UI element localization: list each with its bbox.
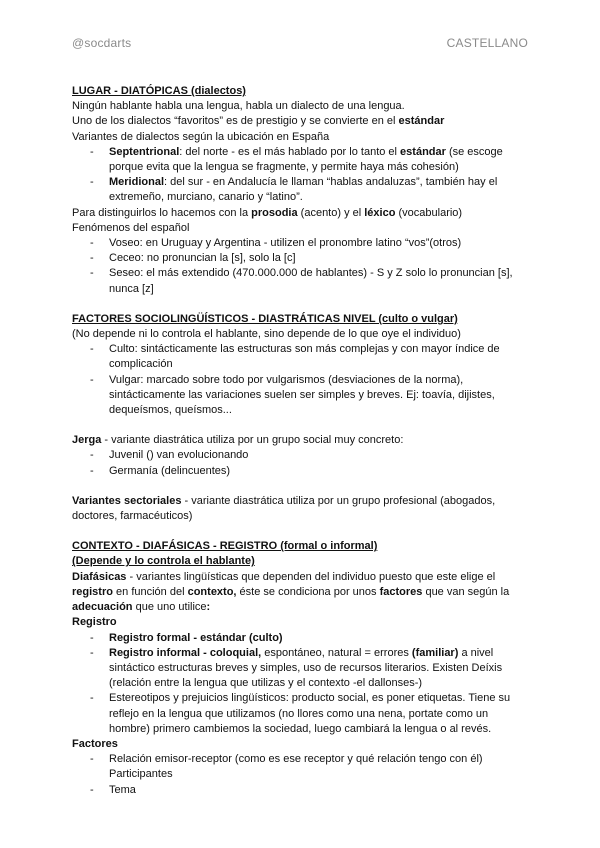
list-item: - Culto: sintácticamente las estructuras son más complejas y con mayor índice de complicación: [72, 342, 530, 372]
level-list: [72, 342, 530, 418]
list-item: - Ceceo: no pronuncian la [s], solo la [c]: [72, 251, 530, 266]
list-item: - Tema: [72, 783, 530, 798]
paragraph: Variantes de dialectos según la ubicación en España: [72, 130, 330, 143]
list-item: - Estereotipos y prejuicios lingüísticos: producto social, es poner etiquetas. Tiene su reflejo en la lengua que utilizamos (no llores como una nena, portate como un hombre) primero cambiemos la sociedad, luego cambiará la lengua o al revés.: [72, 691, 530, 737]
list-item: - Relación emisor-receptor (como es ese receptor y qué relación tengo con él) Participantes: [72, 752, 530, 782]
subheading-registro: Registro: [72, 616, 117, 629]
factores-list: [72, 752, 530, 798]
paragraph: Diafásicas - variantes lingüísticas que dependen del individuo puesto que este elige el registro en función del contexto, éste se condiciona por unos factores que van según la adecuación que uno utilice:: [72, 570, 510, 614]
paragraph: Para distinguirlos lo hacemos con la prosodia (acento) y el léxico (vocabulario): [72, 206, 463, 219]
paragraph: (No depende ni lo controla el hablante, sino depende de lo que oye el individuo): [72, 328, 461, 341]
list-item: - Seseo: el más extendido (470.000.000 de hablantes) - S y Z solo lo pronuncian [s], nunca [z]: [72, 266, 530, 296]
dialect-list: [72, 145, 530, 206]
list-item: - Juvenil () van evolucionando: [72, 448, 530, 463]
paragraph: Ningún hablante habla una lengua, habla un dialecto de una lengua.: [72, 100, 405, 113]
list-item: - Registro informal - coloquial, espontáneo, natural = errores (familiar) a nivel sintáctico estructuras breves y simples, uso de recursos literarios. Existen Deíxis (relación entre la lengua que utilizas y el contexto -el dallonses-): [72, 646, 530, 692]
list-item: - Registro formal - estándar (culto): [72, 631, 530, 646]
header-author: @socdarts: [72, 36, 132, 50]
phenomena-list: [72, 236, 530, 297]
list-item: - Voseo: en Uruguay y Argentina - utilizen el pronombre latino “vos”(otros): [72, 236, 530, 251]
list-item: - Vulgar: marcado sobre todo por vulgarismos (desviaciones de la norma), sintácticamente las variaciones suelen ser simples y breves. Ej: toavía, dijistes, dequeísmos, queísmos...: [72, 373, 530, 419]
section-title-factores: FACTORES SOCIOLINGÜÍSTICOS - DIASTRÁTICAS NIVEL (culto o vulgar): [72, 312, 458, 325]
paragraph-sectoriales: Variantes sectoriales - variante diastrática utiliza por un grupo profesional (abogados, doctores, farmacéuticos): [72, 494, 496, 523]
jerga-list: [72, 448, 530, 478]
document-body: [72, 84, 530, 798]
paragraph-jerga: Jerga - variante diastrática utiliza por un grupo social muy concreto:: [72, 434, 404, 447]
section-subtitle: (Depende y lo controla el hablante): [72, 555, 255, 568]
section-title-lugar: LUGAR - DIATÓPICAS (dialectos): [72, 85, 246, 97]
header-subject: CASTELLANO: [446, 36, 528, 50]
paragraph: Uno de los dialectos “favoritos” es de prestigio y se convierte en el estándar: [72, 115, 445, 128]
list-item: - Meridional: del sur - en Andalucía le llaman “hablas andaluzas”, también hay el extremeño, murciano, canario y “latino”.: [72, 175, 530, 205]
list-item: - Septentrional: del norte - es el más hablado por lo tanto el estándar (se escoge porque evita que la lengua se fragmente, y permite haya más cohesión): [72, 145, 530, 175]
subheading-factores: Factores: [72, 737, 118, 750]
registro-list: [72, 631, 530, 737]
paragraph: Fenómenos del español: [72, 221, 190, 234]
list-item: - Germanía (delincuentes): [72, 464, 530, 479]
section-title-contexto: CONTEXTO - DIAFÁSICAS - REGISTRO (formal o informal): [72, 540, 378, 553]
